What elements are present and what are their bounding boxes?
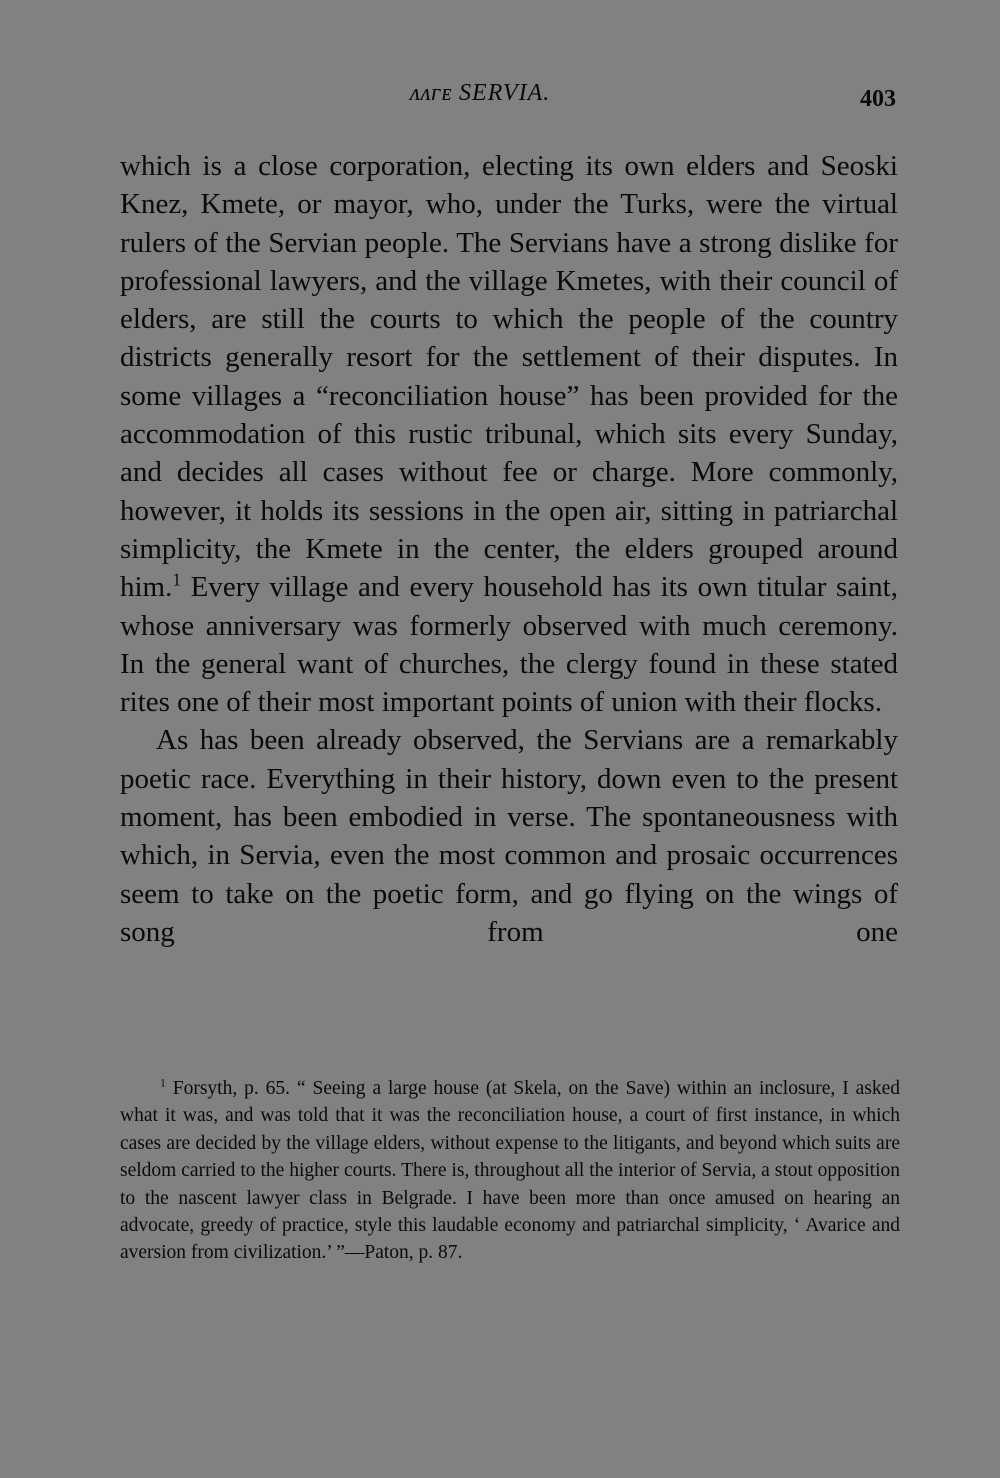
paragraph-2: [120, 721, 898, 951]
footnote-text: Forsyth, p. 65. “ Seeing a large house (at Skela, on the Save) within an inclosure, I asked what it was, and was told that it was the reconciliation house, a court of first instance, in which cases are decided by the village elders, without expense to the litigants, and beyond which suits are seldom carried to the higher courts. There is, throughout all the interior of Servia, a stout opposition to the nascent lawyer class in Belgrade. I have been more than once amused on hearing an advocate, greedy of practice, style this laudable economy and patriarchal simplicity, ‘ Avarice and aversion from civilization.’ ”—Paton, p. 87.: [120, 1078, 900, 1264]
paragraph-1-continuation: Every village and every household has its own titular saint, whose anniversary was formerly observed with much ceremony. In the general want of churches, the clergy found in these stated rites one of their most important points of union with their flocks.: [120, 571, 898, 719]
paragraph-2-text: As has been already observed, the Servians are a remarkably poetic race. Everything in their history, down even to the present moment, has been embodied in verse. The spontaneousness with which, in Servia, even the most common and prosaic occurrences seem to take on the poetic form, and go flying on the wings of song from one: [120, 724, 898, 948]
paragraph-1: [120, 147, 898, 721]
running-head: ᴧᴧᴦᴇ SERVIA.: [410, 80, 551, 106]
footnote: [120, 1075, 900, 1267]
page-number: 403: [860, 86, 896, 112]
paragraph-1-text: which is a close corporation, electing its own elders and Seoski Knez, Kmete, or mayor, who, under the Turks, were the virtual rulers of the Servian people. The Servians have a strong dislike for professional lawyers, and the village Kmetes, with their council of elders, are still the courts to which the people of the country districts generally resort for the settlement of their disputes. In some villages a “reconciliation house” has been provided for the accommodation of this rustic tribunal, which sits every Sunday, and decides all cases without fee or charge. More commonly, however, it holds its sessions in the open air, sitting in patriarchal simplicity, the Kmete in the center, the elders grouped around him.: [120, 150, 898, 604]
footnote-marker: 1: [160, 1076, 166, 1090]
main-text: [120, 147, 898, 951]
footnote-reference: 1: [172, 569, 182, 590]
footnote-text-block: [120, 1075, 900, 1267]
